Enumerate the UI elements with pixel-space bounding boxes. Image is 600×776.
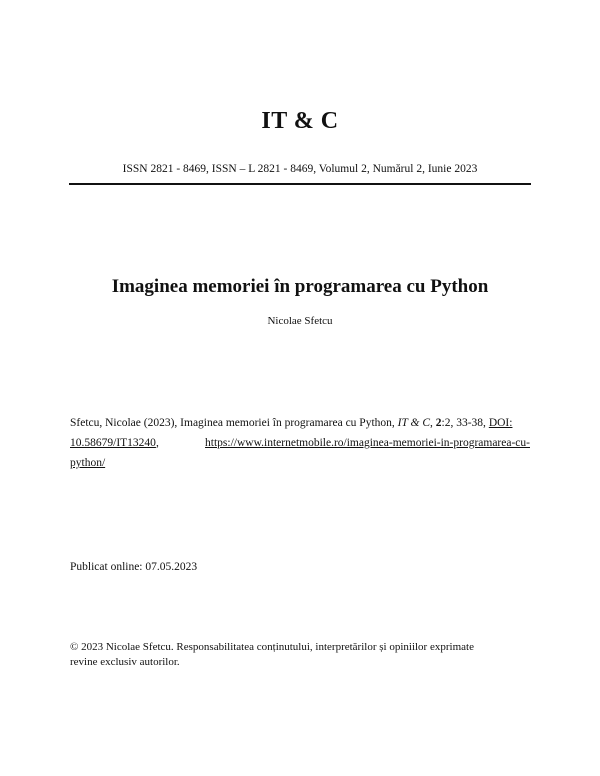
citation-line-1 (70, 413, 530, 433)
citation-line-2 (70, 433, 530, 453)
doi-link-value[interactable]: 10.58679/IT13240 (70, 437, 156, 449)
published-date: Publicat online: 07.05.2023 (70, 561, 198, 573)
copyright-line-2: revine exclusiv autorilor. (70, 656, 180, 668)
copyright-notice (70, 640, 530, 670)
doi-link-label[interactable]: DOI: (488, 417, 513, 429)
citation-prefix: Sfetcu, Nicolae (2023), Imaginea memoriei în programarea cu Python, (70, 417, 398, 429)
issn-line: ISSN 2821 - 8469, ISSN – L 2821 - 8469, Volumul 2, Numărul 2, Iunie 2023 (122, 163, 478, 175)
author-name: Nicolae Sfetcu (267, 315, 333, 327)
citation-sep-2: , (155, 437, 159, 449)
article-title: Imaginea memoriei în programarea cu Python (111, 276, 489, 297)
citation-sep: , (430, 417, 436, 429)
header-divider (69, 183, 531, 185)
citation-journal: IT & C (397, 417, 431, 429)
article-url-link[interactable]: https://www.internetmobile.ro/imaginea-memoriei-in-programarea-cu- (205, 437, 530, 449)
citation-issue-pages: :2, 33-38, (441, 417, 489, 429)
copyright-line-1: © 2023 Nicolae Sfetcu. Responsabilitatea conținutului, interpretărilor și opiniilor exprimate (70, 641, 474, 653)
article-url-link-end[interactable]: python/ (70, 457, 106, 469)
citation (70, 413, 530, 473)
journal-title: IT & C (261, 108, 339, 134)
citation-line-3 (70, 453, 530, 473)
citation-volume: 2 (435, 417, 442, 429)
